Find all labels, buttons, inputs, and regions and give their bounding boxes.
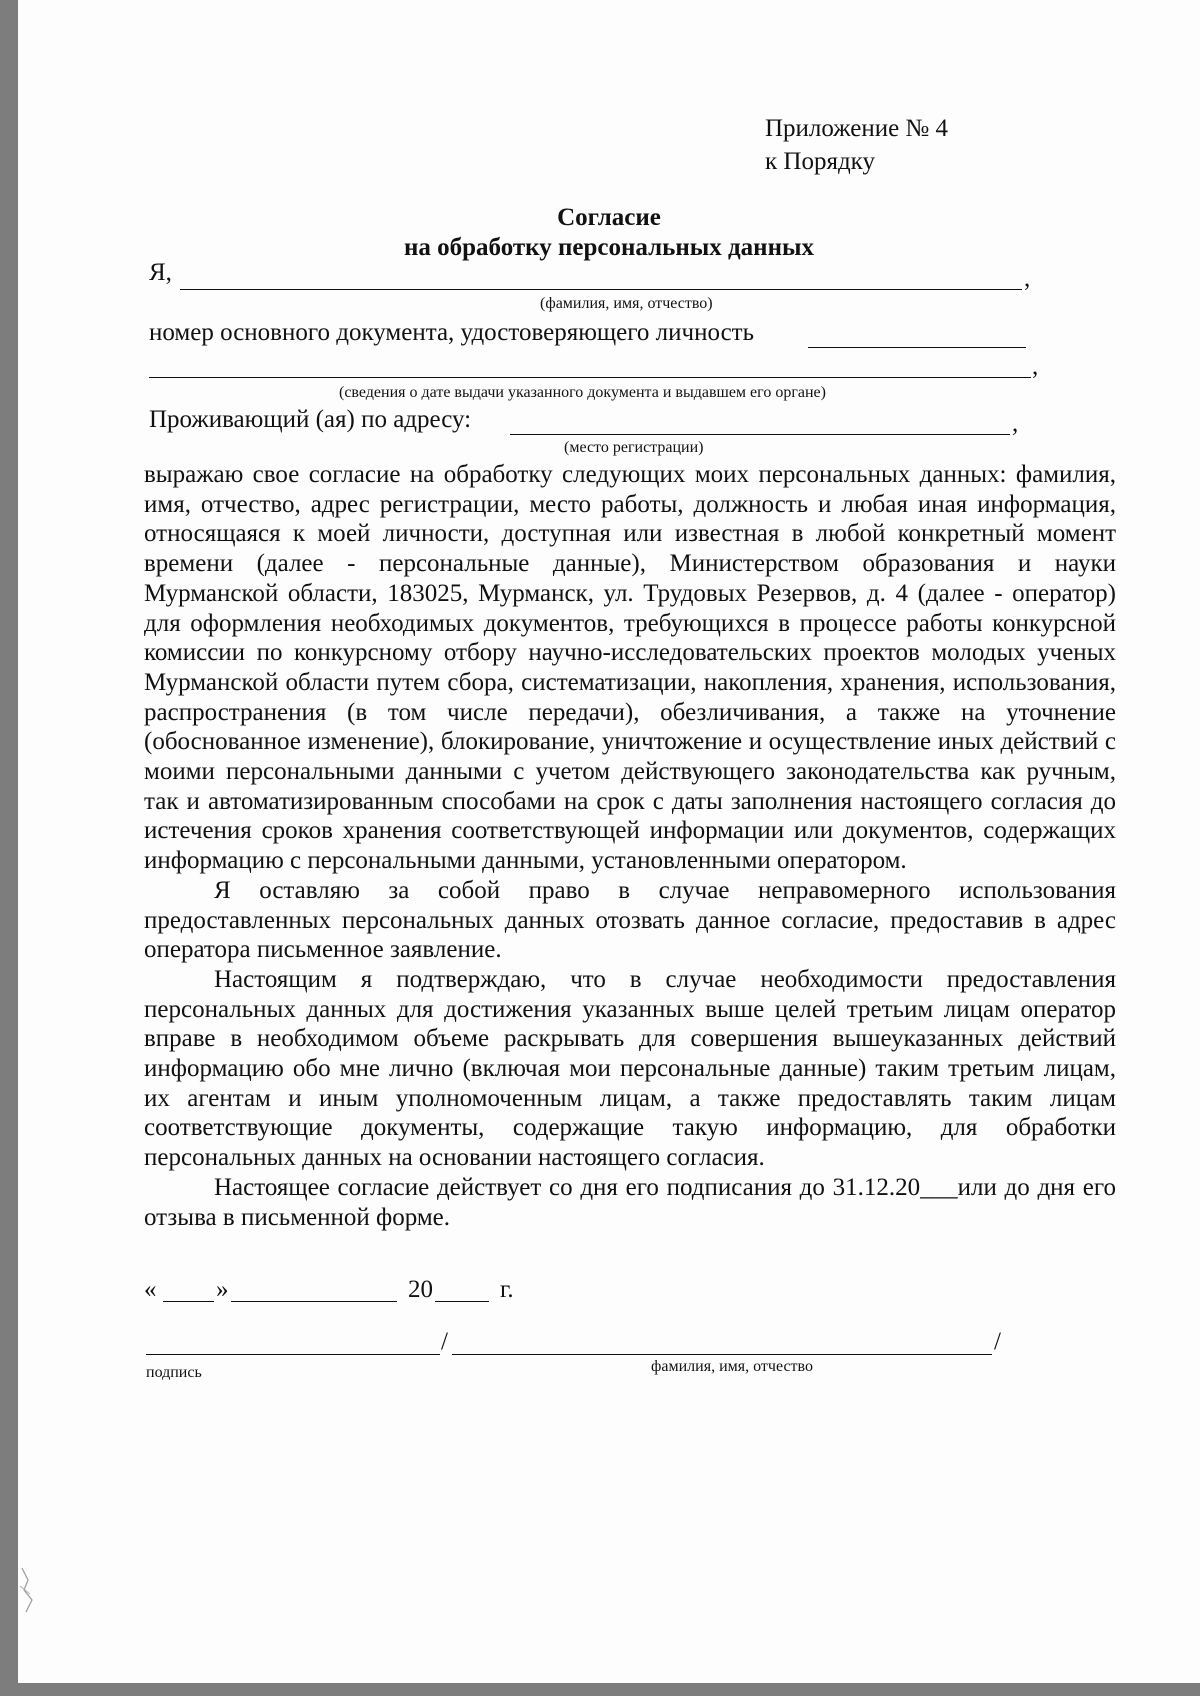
address-field[interactable] bbox=[510, 434, 1010, 435]
date-day-field[interactable] bbox=[163, 1301, 214, 1302]
signer-name-caption: фамилия, имя, отчество bbox=[651, 1358, 813, 1375]
document-details-field[interactable] bbox=[149, 377, 1031, 378]
appendix-number: Приложение № 4 bbox=[765, 115, 949, 142]
document-details-caption: (сведения о дате выдачи указанного документа и выдавшем его органе) bbox=[339, 384, 826, 401]
address-comma: , bbox=[1012, 410, 1019, 437]
fio-field[interactable] bbox=[180, 289, 1022, 290]
date-month-field[interactable] bbox=[231, 1301, 397, 1302]
signature-separator: / bbox=[441, 1328, 448, 1355]
date-year-suffix: г. bbox=[500, 1276, 514, 1303]
signer-name-field[interactable] bbox=[452, 1354, 992, 1355]
address-label: Проживающий (ая) по адресу: bbox=[149, 406, 472, 433]
consent-form-page bbox=[18, 0, 1200, 1683]
consent-paragraph-1: выражаю свое согласие на обработку следующих моих персональных данных: фамилия, имя, отчество, адрес регистрации, место работы, должность и любая иная информация, относящаяся к моей личности, доступная или известная в любой конкретный момент времени (далее - персональные данные), Министерством образования и науки Мурманской области, 183025, Мурманск, ул. Трудовых Резервов, д. 4 (далее - оператор) для оформления необходимых документов, требующихся в процессе работы конкурсной комиссии по конкурсному отбору научно-исследовательских проектов молодых ученых Мурманской области путем сбора, систематизации, накопления, хранения, использования, распространения (в том числе передачи), обезличивания, а также на уточнение (обоснованное изменение), блокирование, уничтожение и осуществление иных действий с моими персональными данными с учетом действующего законодательства как ручным, так и автоматизированным способами на срок с даты заполнения настоящего согласия до истечения сроков хранения соответствующей информации или документов, содержащих информацию с персональными данными, установленными оператором. bbox=[144, 461, 1116, 875]
appendix-reference: к Порядку bbox=[765, 148, 875, 175]
address-caption: (место регистрации) bbox=[564, 439, 704, 456]
consent-body bbox=[144, 460, 1116, 1232]
scan-artifact-mark bbox=[18, 1560, 42, 1620]
document-subtitle: на обработку персональных данных bbox=[404, 234, 814, 261]
fio-caption: (фамилия, имя, отчество) bbox=[540, 295, 713, 312]
i-label: Я, bbox=[149, 259, 172, 286]
signature-caption: подпись bbox=[146, 1364, 202, 1381]
date-year-field[interactable] bbox=[435, 1301, 489, 1302]
date-close-quote: » bbox=[216, 1276, 229, 1303]
document-title: Согласие bbox=[557, 204, 661, 231]
date-year-prefix: 20 bbox=[408, 1276, 433, 1303]
document-number-field[interactable] bbox=[808, 347, 1026, 348]
consent-paragraph-2: Я оставляю за собой право в случае неправомерного использования предоставленных персональных данных отозвать данное согласие, предоставив в адрес оператора письменное заявление. bbox=[144, 876, 1116, 964]
consent-paragraph-4: Настоящее согласие действует со дня его подписания до 31.12.20___или до дня его отзыва в письменной форме. bbox=[144, 1173, 1116, 1231]
document-number-label: номер основного документа, удостоверяющего личность bbox=[149, 319, 755, 346]
signature-field[interactable] bbox=[146, 1354, 440, 1355]
date-open-quote: « bbox=[144, 1276, 157, 1303]
consent-paragraph-3: Настоящим я подтверждаю, что в случае необходимости предоставления персональных данных для достижения указанных выше целей третьим лицам оператор вправе в необходимом объеме раскрывать для совершения вышеуказанных действий информацию обо мне лично (включая мои персональные данные) таким третьим лицам, их агентам и иным уполномоченным лицам, а также предоставлять таким лицам соответствующие документы, содержащие такую информацию, для обработки персональных данных на основании настоящего согласия. bbox=[144, 965, 1116, 1172]
signer-name-end-separator: / bbox=[994, 1328, 1001, 1355]
document-details-comma: , bbox=[1032, 353, 1039, 380]
fio-comma: , bbox=[1024, 265, 1031, 292]
